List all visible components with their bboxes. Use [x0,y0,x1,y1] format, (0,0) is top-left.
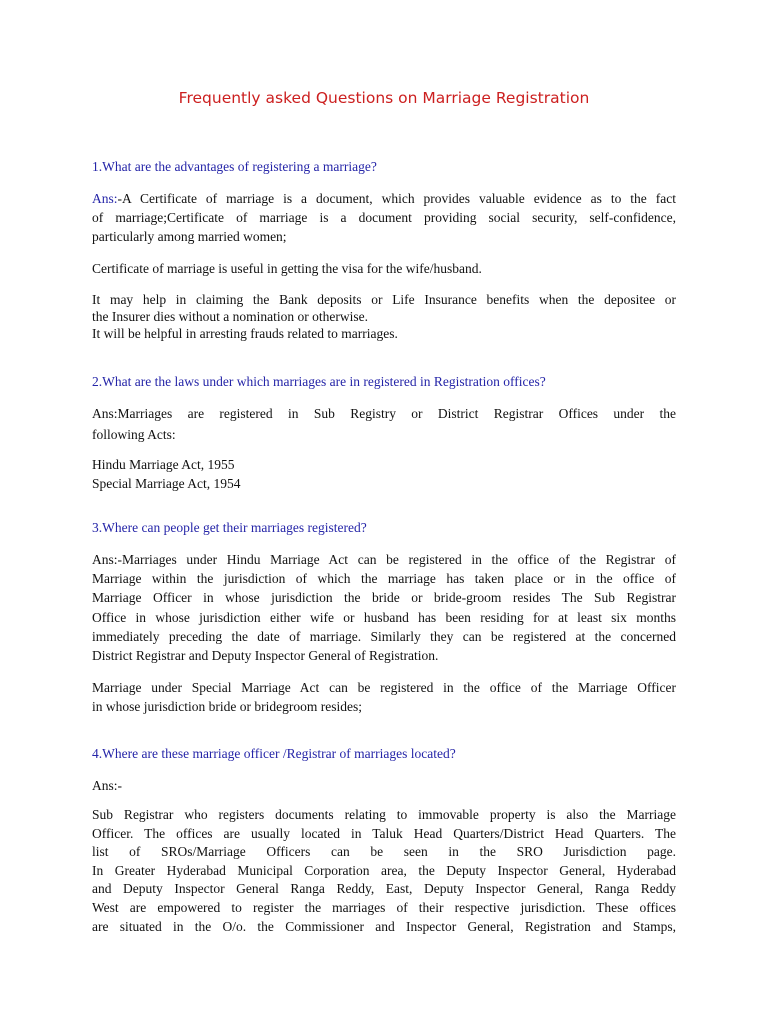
answer-1-line-2: of marriage;Certificate of marriage is a document providing social security, self-confidence, [92,210,676,226]
answer-4-label-line [92,776,676,795]
question-2: 2.What are the laws under which marriages are in registered in Registration offices? [92,374,546,389]
answer-3-line-6: District Registrar and Deputy Inspector General of Registration. [92,647,439,663]
answer-3-line-4: Office in whose jurisdiction either wife or husband has been residing for at least six months [92,609,676,625]
answer-2-line-2: following Acts: [92,427,176,442]
answer-4-line-1: Sub Registrar who registers documents relating to immovable property is also the Marriage [92,807,676,822]
answer-1-p3-line-1: It may help in claiming the Bank deposits or Life Insurance benefits when the depositee or [92,292,676,307]
answer-3-line-3: Marriage Officer in whose jurisdiction the bride or bride-groom resides The Sub Registrar [92,590,676,606]
answer-2-line-1: Ans:Marriages are registered in Sub Registry or District Registrar Offices under the [92,406,676,421]
answer-4-line-4: In Greater Hyderabad Municipal Corporation area, the Deputy Inspector General, Hyderabad [92,862,676,878]
answer-3-line-5: immediately preceding the date of marriage. Similarly they can be registered at the concerned [92,628,676,644]
acts-list [92,455,676,493]
answer-1-p3-line-2: the Insurer dies without a nomination or otherwise. [92,309,368,325]
answer-4-line-6: West are empowered to register the marriages of their respective jurisdiction. These offices [92,899,676,915]
question-3: 3.Where can people get their marriages registered? [92,520,367,535]
act-item-1: Hindu Marriage Act, 1955 [92,457,235,472]
answer-3-p2-line-1: Marriage under Special Marriage Act can be registered in the office of the Marriage Officer [92,680,676,695]
answer-3-line-2: Marriage within the jurisdiction of which the marriage has taken place or in the office of [92,571,676,587]
answer-4-label: Ans:- [92,778,122,793]
page-title: Frequently asked Questions on Marriage Registration [178,89,590,107]
answer-4-line-2: Officer. The offices are usually located in Taluk Head Quarters/District Head Quarters. The [92,825,676,841]
answer-4-paragraph [92,806,676,936]
answer-1-paragraph-2 [92,259,676,278]
answer-1-line-1 [92,189,676,208]
answer-1-p3-line-3: It will be helpful in arresting frauds related to marriages. [92,326,398,342]
answer-3-paragraph-1 [92,550,676,665]
answer-1-paragraph-1 [92,189,676,247]
answer-4-line-3: list of SROs/Marriage Officers can be seen in the SRO Jurisdiction page. [92,844,676,860]
answer-4-line-7: are situated in the O/o. the Commissioner and Inspector General, Registration and Stamps, [92,918,676,934]
act-item-2: Special Marriage Act, 1954 [92,476,241,492]
answer-1-p2-line: Certificate of marriage is useful in getting the visa for the wife/husband. [92,261,482,276]
answer-1-label: Ans: [92,191,118,206]
answer-1-paragraph-3 [92,290,676,344]
answer-3-line-1: Ans:-Marriages under Hindu Marriage Act can be registered in the office of the Registrar of [92,552,676,567]
document-page [92,0,676,1024]
question-4: 4.Where are these marriage officer /Registrar of marriages located? [92,746,456,761]
answer-3-p2-line-2: in whose jurisdiction bride or bridegroom resides; [92,699,362,715]
answer-4-line-5: and Deputy Inspector General Ranga Reddy, East, Deputy Inspector General, Ranga Reddy [92,881,676,897]
answer-2-paragraph [92,403,676,445]
answer-1-line-3: particularly among married women; [92,229,287,245]
answer-1-line-1-text: -A Certificate of marriage is a document, which provides valuable evidence as to the fact [117,191,676,206]
question-1: 1.What are the advantages of registering a marriage? [92,159,377,174]
answer-3-paragraph-2 [92,678,676,716]
